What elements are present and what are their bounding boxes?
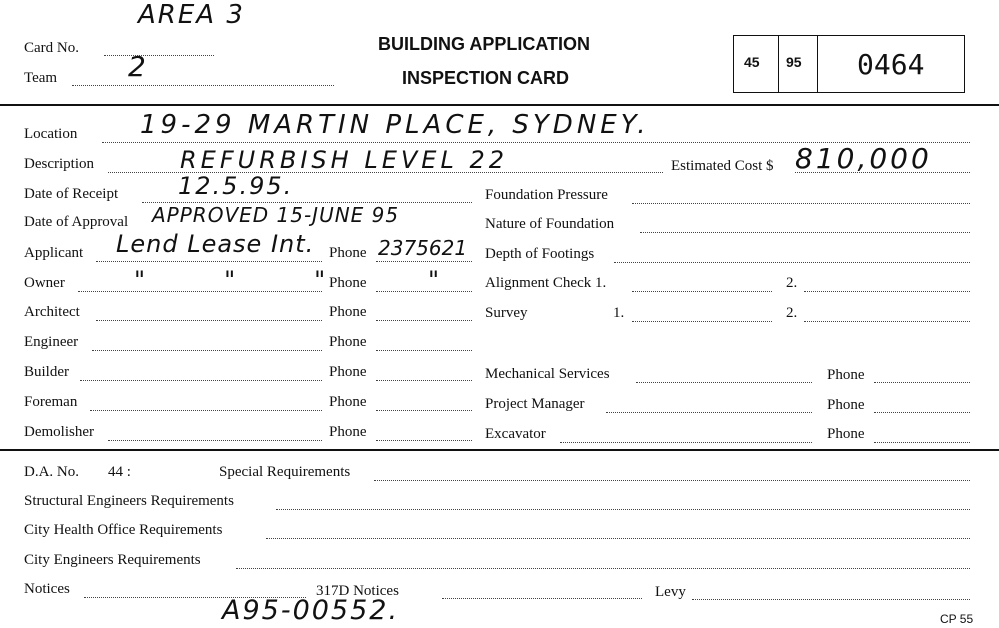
project-manager-phone-field[interactable] [874,412,970,413]
location-value: 19-29 MARTIN PLACE, SYDNEY. [140,110,650,140]
structural-requirements-field[interactable] [276,509,970,510]
card-number-box [733,35,965,93]
engineer-phone-field[interactable] [376,350,472,351]
excavator-phone-label: Phone [827,426,865,442]
team-label: Team [24,70,58,86]
excavator-label: Excavator [485,426,546,442]
engineer-phone-label: Phone [329,334,367,350]
project-manager-label: Project Manager [485,396,585,412]
architect-field[interactable] [96,320,322,321]
special-requirements-label: Special Requirements [219,464,351,480]
builder-phone-field[interactable] [376,380,472,381]
demolisher-label: Demolisher [24,424,94,440]
card-no-label: Card No. [24,40,79,56]
applicant-phone-label: Phone [329,245,367,261]
applicant-field[interactable] [96,261,322,262]
header-divider [0,104,999,106]
builder-field[interactable] [80,380,322,381]
date-receipt-label: Date of Receipt [24,186,119,202]
da-no-value: 44 : [108,464,131,480]
notices-label: Notices [24,581,70,597]
owner-value: " " " [134,266,328,294]
alignment-check-1-field[interactable] [632,291,772,292]
special-requirements-field[interactable] [374,480,970,481]
engineer-field[interactable] [92,350,322,351]
foundation-pressure-field[interactable] [632,203,970,204]
box-cell-45: 45 [744,54,760,70]
date-approval-value: APPROVED 15-JUNE 95 [152,203,400,227]
applicant-phone-field[interactable] [376,261,472,262]
owner-phone-value: " [428,266,442,294]
project-manager-phone-label: Phone [827,397,865,413]
alignment-check-label: Alignment Check 1. [485,275,607,291]
mechanical-phone-label: Phone [827,367,865,383]
alignment-check-2-label: 2. [786,275,798,291]
box-divider-1 [778,35,779,93]
date-approval-label: Date of Approval [24,214,129,230]
form-title-line2: INSPECTION CARD [402,68,570,88]
city-engineers-requirements-field[interactable] [236,568,970,569]
structural-requirements-label: Structural Engineers Requirements [24,493,234,509]
team-field[interactable] [72,85,334,86]
applicant-label: Applicant [24,245,84,261]
form-code: CP 55 [940,612,974,626]
survey-1-label: 1. [613,305,625,321]
levy-field[interactable] [692,599,970,600]
health-requirements-field[interactable] [266,538,970,539]
date-receipt-value: 12.5.95. [178,172,294,200]
description-value: REFURBISH LEVEL 22 [180,146,508,174]
demolisher-field[interactable] [108,440,322,441]
card-number: 0464 [857,48,925,81]
requirements-divider [0,449,999,451]
mechanical-phone-field[interactable] [874,382,970,383]
estimated-cost-label: Estimated Cost $ [671,158,774,174]
notices-317d-field[interactable] [442,598,642,599]
levy-label: Levy [655,584,686,600]
mechanical-services-field[interactable] [636,382,812,383]
engineer-label: Engineer [24,334,79,350]
depth-footings-label: Depth of Footings [485,246,595,262]
health-requirements-label: City Health Office Requirements [24,522,223,538]
survey-2-field[interactable] [804,321,970,322]
box-divider-2 [817,35,818,93]
excavator-field[interactable] [560,442,812,443]
project-manager-field[interactable] [606,412,812,413]
survey-label: Survey [485,305,528,321]
applicant-phone-value: 2375621 [378,236,468,260]
bottom-reference: A95-00552. [222,595,400,626]
foreman-phone-field[interactable] [376,410,472,411]
city-engineers-requirements-label: City Engineers Requirements [24,552,201,568]
nature-foundation-field[interactable] [640,232,970,233]
depth-footings-field[interactable] [614,262,970,263]
architect-label: Architect [24,304,80,320]
da-no-label: D.A. No. [24,464,79,480]
alignment-check-2-field[interactable] [804,291,970,292]
card-no-field[interactable] [104,55,214,56]
foreman-phone-label: Phone [329,394,367,410]
builder-phone-label: Phone [329,364,367,380]
demolisher-phone-field[interactable] [376,440,472,441]
survey-1-field[interactable] [632,321,772,322]
nature-foundation-label: Nature of Foundation [485,216,615,232]
foreman-label: Foreman [24,394,78,410]
team-value: 2 [128,50,148,83]
location-label: Location [24,126,78,142]
foundation-pressure-label: Foundation Pressure [485,187,608,203]
estimated-cost-value: 810,000 [795,142,932,175]
owner-phone-label: Phone [329,275,367,291]
excavator-phone-field[interactable] [874,442,970,443]
notices-317d-label: 317D Notices [316,583,399,599]
owner-label: Owner [24,275,65,291]
area-note: AREA 3 [138,0,245,30]
form-title-line1: BUILDING APPLICATION [378,34,590,54]
survey-2-label: 2. [786,305,798,321]
architect-phone-field[interactable] [376,320,472,321]
description-label: Description [24,156,94,172]
applicant-value: Lend Lease Int. [116,230,315,258]
demolisher-phone-label: Phone [329,424,367,440]
builder-label: Builder [24,364,69,380]
owner-phone-field[interactable] [376,291,472,292]
mechanical-services-label: Mechanical Services [485,366,610,382]
foreman-field[interactable] [90,410,322,411]
architect-phone-label: Phone [329,304,367,320]
box-cell-95: 95 [786,54,802,70]
